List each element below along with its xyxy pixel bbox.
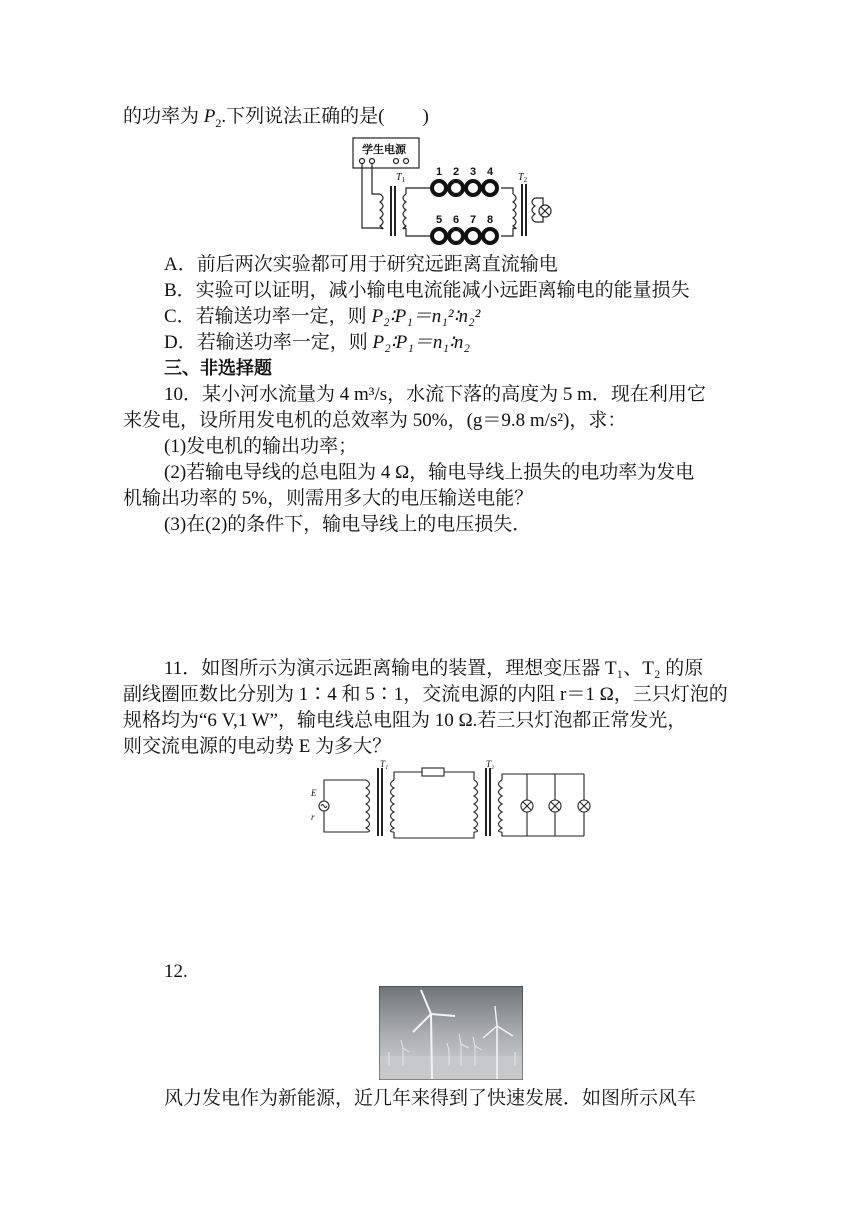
q11-line-4: 则交流电源的电动势 E 为多大？ xyxy=(123,736,392,757)
option-b: B．实验可以证明，减小输电电流能减小远距离输电的能量损失 xyxy=(164,280,690,301)
t2-label: $T_2$ xyxy=(518,172,528,184)
q11-line-3: 规格均为“6 V,1 W”，输电线总电阻为 10 Ω.若三只灯泡都正常发光， xyxy=(123,710,687,731)
q10-line-2: 来发电，设所用发电机的总效率为 50%，(g＝9.8 m/s²)，求： xyxy=(123,410,627,431)
q10-line-4: (2)若输电导线的总电阻为 4 Ω，输电导线上损失的电功率为发电 xyxy=(164,462,695,483)
coil-label-5: 5 xyxy=(436,214,443,226)
option-d: D．若输送功率一定，则 P₂∶P₁＝n₁∶n₂ xyxy=(164,332,471,353)
q10-line-1: 10．某小河水流量为 4 m³/s，水流下落的高度为 5 m．现在利用它 xyxy=(164,384,706,405)
q11-line-2: 副线圈匝数比分别为 1∶4 和 5∶1，交流电源的内阻 r＝1 Ω，三只灯泡的 xyxy=(123,684,728,705)
internal-resistance-label: r xyxy=(311,812,315,822)
t1-label: $T_1$ xyxy=(396,172,406,184)
q10-line-6: (3)在(2)的条件下，输电导线上的电压损失． xyxy=(164,514,532,535)
q11-line-1: 11．如图所示为演示远距离输电的装置，理想变压器 T₁、T₂ 的原 xyxy=(164,658,704,679)
section-heading: 三、非选择题 xyxy=(164,358,272,379)
emf-label: E xyxy=(311,788,317,798)
q11-circuit-figure xyxy=(308,760,618,840)
coil-label-1: 1 xyxy=(436,166,443,178)
coil-label-6: 6 xyxy=(453,214,460,226)
coil-label-3: 3 xyxy=(470,166,477,178)
q10-line-3: (1)发电机的输出功率； xyxy=(164,436,358,457)
power-source-label: 学生电源 xyxy=(362,143,406,156)
coil-label-7: 7 xyxy=(470,214,477,226)
wind-turbine-photo xyxy=(379,986,523,1080)
q12-line-1: 风力发电作为新能源，近几年来得到了快速发展．如图所示风车 xyxy=(164,1088,697,1109)
coil-label-8: 8 xyxy=(487,214,494,226)
q12-number: 12. xyxy=(164,961,188,982)
option-c: C．若输送功率一定，则 P₂∶P₁＝n₁²∶n₂² xyxy=(164,306,481,327)
q10-line-5: 机输出功率的 5%，则需用多大的电压输送电能？ xyxy=(123,488,534,509)
q9-intro: 的功率为 $P_2$.下列说法正确的是( ) xyxy=(123,106,429,130)
coil-label-2: 2 xyxy=(453,166,460,178)
q9-transformer-figure xyxy=(343,136,573,248)
coil-label-4: 4 xyxy=(487,166,494,178)
t2-label-2: T₂ xyxy=(486,760,495,769)
t1-label-2: T₁ xyxy=(380,760,389,769)
option-a: A．前后两次实验都可用于研究远距离直流输电 xyxy=(164,254,558,275)
